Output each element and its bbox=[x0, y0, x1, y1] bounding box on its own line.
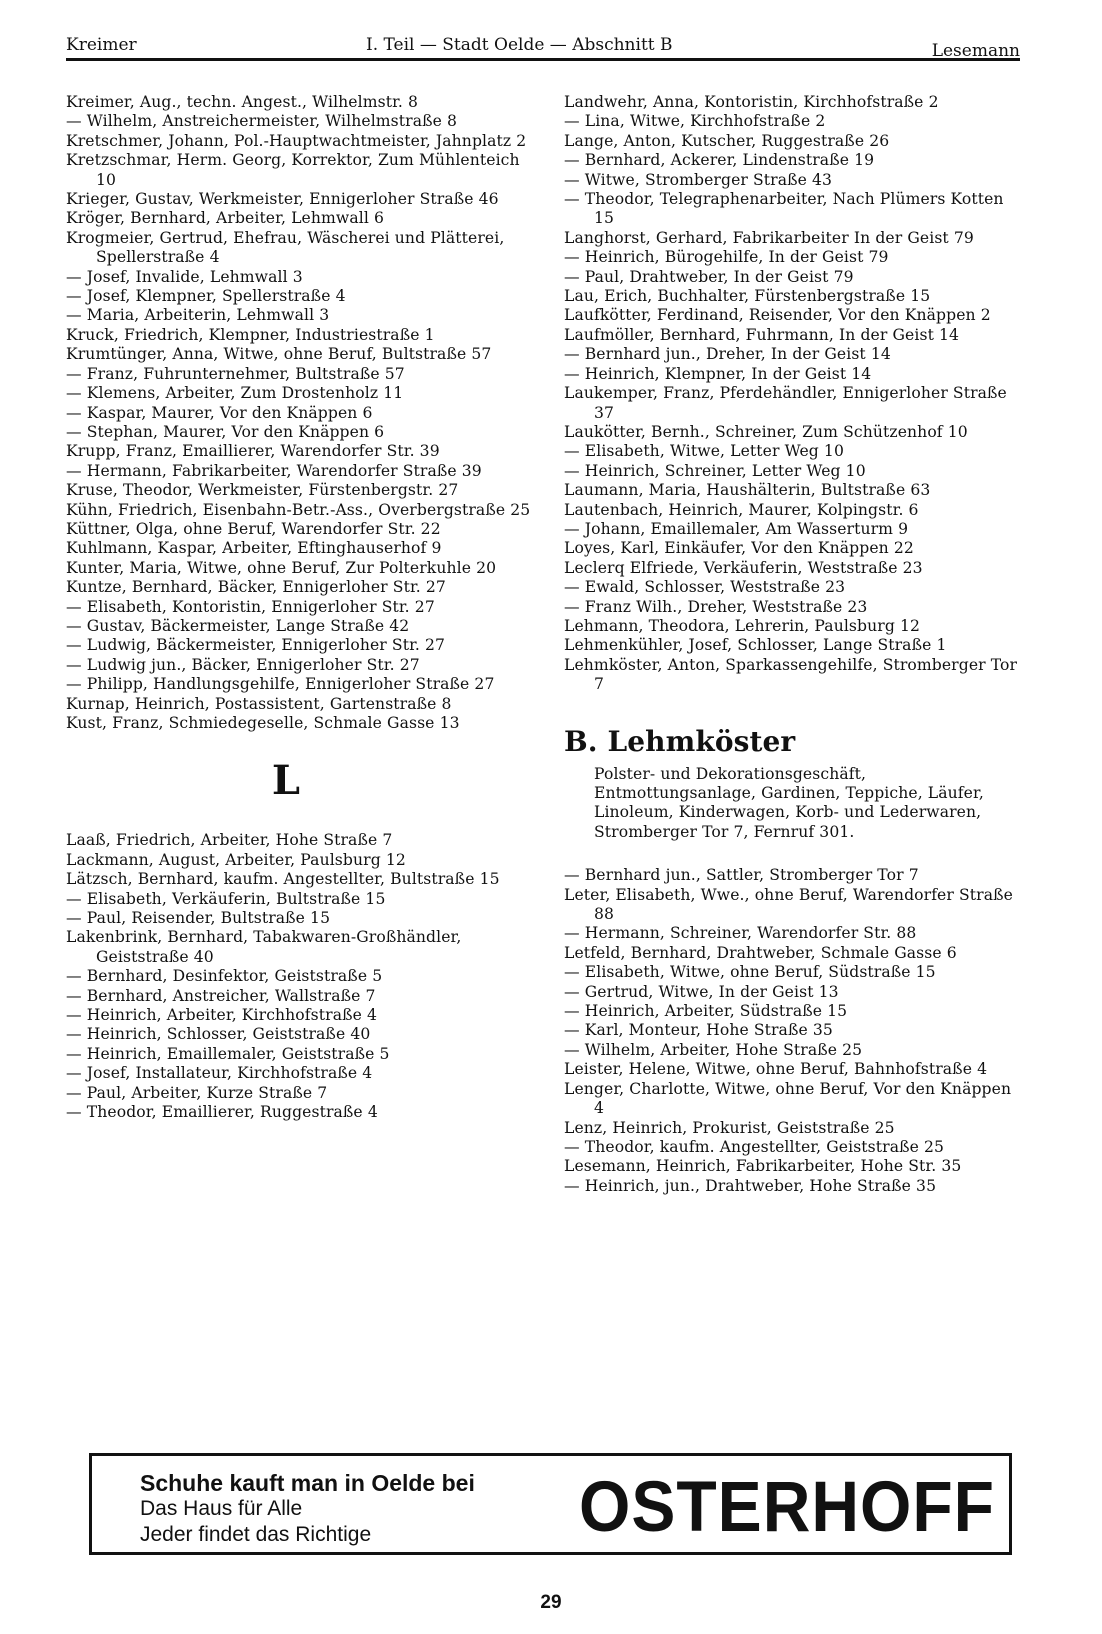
directory-entry: — Josef, Installateur, Kirchhofstraße 4 bbox=[66, 1064, 373, 1083]
directory-entry: — Franz Wilh., Dreher, Weststraße 23 bbox=[564, 597, 868, 616]
directory-entry: Leister, Helene, Witwe, ohne Beruf, Bahnhofstraße 4 bbox=[564, 1060, 988, 1079]
directory-entry: — Lina, Witwe, Kirchhofstraße 2 bbox=[564, 112, 826, 131]
directory-entry: Krupp, Franz, Emaillierer, Warendorfer Str. 39 bbox=[66, 442, 440, 461]
directory-entry: Kröger, Bernhard, Arbeiter, Lehmwall 6 bbox=[66, 209, 385, 228]
directory-entry: Lehmenkühler, Josef, Schlosser, Lange Straße 1 bbox=[564, 636, 947, 655]
directory-entry: — Bernhard, Anstreicher, Wallstraße 7 bbox=[66, 986, 376, 1005]
directory-entry: Kruse, Theodor, Werkmeister, Fürstenbergstr. 27 bbox=[66, 481, 459, 500]
directory-entry: — Philipp, Handlungsgehilfe, Ennigerloher Straße 27 bbox=[66, 675, 495, 694]
directory-entry: — Wilhelm, Arbeiter, Hohe Straße 25 bbox=[564, 1040, 863, 1059]
directory-entry: Krieger, Gustav, Werkmeister, Ennigerloher Straße 46 bbox=[66, 190, 499, 209]
directory-entry: Kretzschmar, Herm. Georg, Korrektor, Zum Mühlenteich 10 bbox=[66, 151, 520, 189]
header-first-name: Kreimer bbox=[66, 35, 137, 55]
directory-entry: — Paul, Drahtweber, In der Geist 79 bbox=[564, 267, 854, 286]
directory-entry: — Gertrud, Witwe, In der Geist 13 bbox=[564, 982, 839, 1001]
directory-entry: — Bernhard jun., Sattler, Stromberger Tor 7 bbox=[564, 866, 919, 885]
directory-entry: — Heinrich, Schlosser, Geiststraße 40 bbox=[66, 1025, 371, 1044]
directory-entry: Lau, Erich, Buchhalter, Fürstenbergstraße 15 bbox=[564, 287, 931, 306]
directory-entry: Laufmöller, Bernhard, Fuhrmann, In der Geist 14 bbox=[564, 325, 960, 344]
running-header bbox=[66, 34, 1020, 61]
directory-entry: Letfeld, Bernhard, Drahtweber, Schmale Gasse 6 bbox=[564, 943, 957, 962]
directory-entry: Lenger, Charlotte, Witwe, ohne Beruf, Vor den Knäppen 4 bbox=[564, 1079, 1012, 1118]
directory-entry: Lenz, Heinrich, Prokurist, Geiststraße 25 bbox=[564, 1118, 895, 1137]
directory-entry: Lange, Anton, Kutscher, Ruggestraße 26 bbox=[564, 131, 890, 150]
directory-entry: — Bernhard, Desinfektor, Geiststraße 5 bbox=[66, 967, 383, 986]
directory-entry: — Klemens, Arbeiter, Zum Drostenholz 11 bbox=[66, 384, 404, 403]
advert-line-2: Das Haus für Alle bbox=[140, 1497, 303, 1520]
lehmkoester-advert-body: Polster- und Dekorationsgeschäft, Entmottungsanlage, Gardinen, Teppiche, Läufer, Linoleum, Kinderwagen, Korb- und Lederwaren, Stromberger Tor 7, Fernruf 301. bbox=[594, 764, 984, 841]
advert-line-3: Jeder findet das Richtige bbox=[140, 1523, 372, 1546]
directory-entry: — Bernhard, Ackerer, Lindenstraße 19 bbox=[564, 151, 875, 170]
directory-entry: Lautenbach, Heinrich, Maurer, Kolpingstr. 6 bbox=[564, 500, 919, 519]
directory-entry: Kurnap, Heinrich, Postassistent, Gartenstraße 8 bbox=[66, 694, 452, 713]
directory-entry: — Paul, Reisender, Bultstraße 15 bbox=[66, 909, 331, 928]
directory-entry: Lesemann, Heinrich, Fabrikarbeiter, Hohe Str. 35 bbox=[564, 1157, 962, 1176]
directory-entry: — Maria, Arbeiterin, Lehmwall 3 bbox=[66, 306, 330, 325]
directory-entry: — Hermann, Fabrikarbeiter, Warendorfer Straße 39 bbox=[66, 461, 482, 480]
directory-entry: — Witwe, Stromberger Straße 43 bbox=[564, 170, 833, 189]
directory-entry: — Elisabeth, Verkäuferin, Bultstraße 15 bbox=[66, 889, 386, 908]
directory-entry: — Heinrich, jun., Drahtweber, Hohe Straße 35 bbox=[564, 1176, 937, 1195]
directory-entry: Landwehr, Anna, Kontoristin, Kirchhofstraße 2 bbox=[564, 93, 939, 111]
section-letter-l: L bbox=[271, 757, 301, 805]
directory-entry: — Theodor, Telegraphenarbeiter, Nach Plümers Kotten 15 bbox=[564, 190, 1004, 228]
directory-entry: — Ewald, Schlosser, Weststraße 23 bbox=[564, 578, 846, 597]
directory-entry: — Bernhard jun., Dreher, In der Geist 14 bbox=[564, 345, 891, 364]
directory-entry: Laumann, Maria, Haushälterin, Bultstraße 63 bbox=[564, 481, 931, 500]
advert-brand-name: OSTERHOFF bbox=[579, 1466, 995, 1546]
directory-entry: Lehmköster, Anton, Sparkassengehilfe, Stromberger Tor 7 bbox=[564, 655, 1018, 694]
directory-entry: — Theodor, Emaillierer, Ruggestraße 4 bbox=[66, 1103, 378, 1122]
directory-entry: Kuntze, Bernhard, Bäcker, Ennigerloher Str. 27 bbox=[66, 578, 446, 597]
directory-entry: Kreimer, Aug., techn. Angest., Wilhelmstr. 8 bbox=[66, 93, 419, 111]
directory-entry: — Paul, Arbeiter, Kurze Straße 7 bbox=[66, 1083, 328, 1102]
left-column bbox=[66, 93, 536, 1123]
directory-entry: — Heinrich, Bürogehilfe, In der Geist 79 bbox=[564, 248, 889, 267]
directory-entry: — Stephan, Maurer, Vor den Knäppen 6 bbox=[66, 422, 385, 441]
directory-entry: — Hermann, Schreiner, Warendorfer Str. 88 bbox=[564, 924, 917, 943]
directory-entry: Lätzsch, Bernhard, kaufm. Angestellter, Bultstraße 15 bbox=[66, 870, 500, 889]
directory-entry: Lakenbrink, Bernhard, Tabakwaren-Großhändler, Geiststraße 40 bbox=[66, 928, 462, 966]
directory-entry: Leter, Elisabeth, Wwe., ohne Beruf, Warendorfer Straße 88 bbox=[564, 885, 1013, 924]
directory-entry: Kruck, Friedrich, Klempner, Industriestraße 1 bbox=[66, 325, 435, 344]
entries-l-after-advert-list bbox=[564, 866, 1024, 1196]
directory-entry: Lackmann, August, Arbeiter, Paulsburg 12 bbox=[66, 850, 406, 869]
directory-entry: — Josef, Klempner, Spellerstraße 4 bbox=[66, 287, 346, 306]
directory-entry: Leclerq Elfriede, Verkäuferin, Weststraße 23 bbox=[564, 558, 923, 577]
directory-entry: Lehmann, Theodora, Lehrerin, Paulsburg 12 bbox=[564, 616, 920, 635]
directory-entry: Laaß, Friedrich, Arbeiter, Hohe Straße 7 bbox=[66, 831, 393, 850]
directory-entry: Loyes, Karl, Einkäufer, Vor den Knäppen 22 bbox=[564, 539, 914, 558]
directory-entry: — Gustav, Bäckermeister, Lange Straße 42 bbox=[66, 616, 410, 635]
directory-entry: — Wilhelm, Anstreichermeister, Wilhelmstraße 8 bbox=[66, 112, 458, 131]
directory-entry: — Heinrich, Emaillemaler, Geiststraße 5 bbox=[66, 1044, 390, 1063]
directory-entry: Kühn, Friedrich, Eisenbahn-Betr.-Ass., Overbergstraße 25 bbox=[66, 500, 531, 519]
directory-entry: — Karl, Monteur, Hohe Straße 35 bbox=[564, 1021, 833, 1040]
directory-entry: — Heinrich, Klempner, In der Geist 14 bbox=[564, 364, 872, 383]
directory-entry: — Johann, Emaillemaler, Am Wasserturm 9 bbox=[564, 519, 909, 538]
directory-entry: Kust, Franz, Schmiedegeselle, Schmale Gasse 13 bbox=[66, 714, 460, 732]
directory-entry: — Elisabeth, Witwe, Letter Weg 10 bbox=[564, 442, 844, 461]
advert-line-1: Schuhe kauft man in Oelde bei bbox=[140, 1470, 475, 1496]
entries-l-continued-list bbox=[564, 93, 1024, 695]
entries-l-list bbox=[66, 831, 536, 1122]
directory-entry: Kretschmer, Johann, Pol.-Hauptwachtmeister, Jahnplatz 2 bbox=[66, 131, 527, 150]
directory-entry: Kunter, Maria, Witwe, ohne Beruf, Zur Polterkuhle 20 bbox=[66, 558, 497, 577]
right-column bbox=[564, 93, 1024, 1196]
directory-entry: — Ludwig, Bäckermeister, Ennigerloher Str. 27 bbox=[66, 636, 446, 655]
directory-entry: — Heinrich, Schreiner, Letter Weg 10 bbox=[564, 461, 866, 480]
osterhoff-advertisement bbox=[89, 1453, 1012, 1555]
directory-entry: — Heinrich, Arbeiter, Südstraße 15 bbox=[564, 1002, 848, 1021]
lehmkoester-advert-heading: B. Lehmköster bbox=[564, 724, 796, 758]
header-last-name: Lesemann bbox=[931, 41, 1020, 61]
directory-entry: Kuhlmann, Kaspar, Arbeiter, Eftinghauserhof 9 bbox=[66, 539, 442, 558]
directory-entry: — Kaspar, Maurer, Vor den Knäppen 6 bbox=[66, 403, 373, 422]
directory-entry: Küttner, Olga, ohne Beruf, Warendorfer Str. 22 bbox=[66, 519, 441, 538]
directory-entry: Krogmeier, Gertrud, Ehefrau, Wäscherei und Plätterei, Spellerstraße 4 bbox=[66, 228, 505, 267]
directory-entry: — Elisabeth, Kontoristin, Ennigerloher Str. 27 bbox=[66, 597, 435, 616]
directory-entry: — Ludwig jun., Bäcker, Ennigerloher Str. 27 bbox=[66, 655, 420, 674]
header-section-title: I. Teil — Stadt Oelde — Abschnitt B bbox=[366, 35, 673, 55]
directory-entry: — Heinrich, Arbeiter, Kirchhofstraße 4 bbox=[66, 1006, 378, 1025]
directory-entry: Krumtünger, Anna, Witwe, ohne Beruf, Bultstraße 57 bbox=[66, 345, 492, 364]
advert-text bbox=[140, 1470, 475, 1548]
directory-entry: Laukemper, Franz, Pferdehändler, Ennigerloher Straße 37 bbox=[564, 384, 1007, 422]
page-number: 29 bbox=[540, 1592, 562, 1613]
directory-entry: Langhorst, Gerhard, Fabrikarbeiter In der Geist 79 bbox=[564, 228, 974, 247]
entries-k-list bbox=[66, 93, 536, 733]
directory-entry: — Theodor, kaufm. Angestellter, Geiststraße 25 bbox=[564, 1137, 945, 1156]
directory-entry: — Elisabeth, Witwe, ohne Beruf, Südstraße 15 bbox=[564, 963, 936, 982]
directory-entry: Laufkötter, Ferdinand, Reisender, Vor den Knäppen 2 bbox=[564, 306, 991, 325]
directory-entry: — Franz, Fuhrunternehmer, Bultstraße 57 bbox=[66, 364, 405, 383]
directory-entry: Laukötter, Bernh., Schreiner, Zum Schützenhof 10 bbox=[564, 422, 968, 441]
directory-entry: — Josef, Invalide, Lehmwall 3 bbox=[66, 267, 303, 286]
